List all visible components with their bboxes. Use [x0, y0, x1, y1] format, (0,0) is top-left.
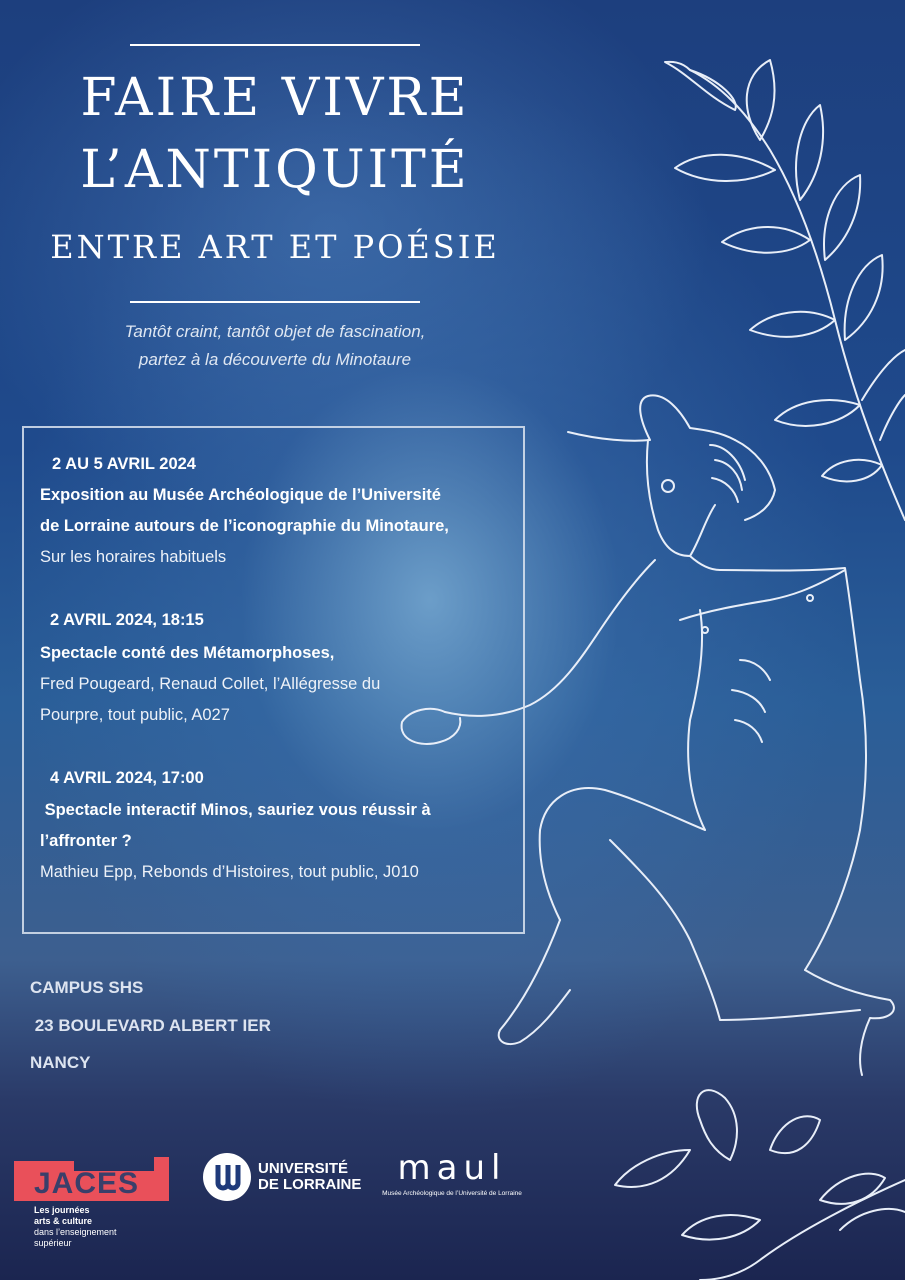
event-2-note-line2: Pourpre, tout public, A027: [40, 706, 230, 724]
jaces-tagline-4: supérieur: [34, 1238, 72, 1248]
event-2-date: 2 AVRIL 2024, 18:15: [50, 611, 204, 629]
laurel-branch-top-icon: [665, 60, 905, 520]
laurel-branch-bottom-icon: [615, 1090, 905, 1280]
jaces-block-top: [154, 1157, 169, 1171]
page-title-line1: FAIRE VIVRE: [80, 68, 470, 128]
address-city: NANCY: [30, 1053, 91, 1072]
event-3-details: [40, 795, 431, 888]
event-3-date: 4 AVRIL 2024, 17:00: [50, 769, 204, 787]
jaces-tagline: [34, 1205, 117, 1249]
event-3-title-line1: Spectacle interactif Minos, sauriez vous réussir à: [40, 801, 431, 819]
event-2-note-line1: Fred Pougeard, Renaud Collet, l’Allégresse du: [40, 675, 381, 693]
event-1-date: 2 AU 5 AVRIL 2024: [52, 455, 196, 473]
event-2-title: Spectacle conté des Métamorphoses,: [40, 644, 335, 662]
jaces-tagline-2: arts & culture: [34, 1216, 93, 1226]
ul-emblem-icon: [203, 1153, 251, 1201]
tagline-line1: Tantôt craint, tantôt objet de fascination,: [124, 322, 426, 341]
address-street: 23 BOULEVARD ALBERT IER: [30, 1016, 271, 1035]
event-1-details: [40, 480, 449, 573]
event-1: [52, 449, 196, 480]
jaces-logo: [14, 1157, 184, 1252]
page-subtitle: ENTRE ART ET POÉSIE: [50, 228, 500, 266]
jaces-tagline-1: Les journées: [34, 1205, 90, 1215]
event-3-title-line2: l’affronter ?: [40, 832, 132, 850]
top-divider: [130, 44, 420, 46]
ul-wordmark: [258, 1161, 361, 1193]
ul-line2: DE LORRAINE: [258, 1176, 362, 1193]
page-title-line2: L’ANTIQUITÉ: [80, 140, 470, 200]
tagline-line2: partez à la découverte du Minotaure: [138, 350, 412, 369]
event-2-details: [40, 638, 380, 731]
event-3-note: Mathieu Epp, Rebonds d’Histoires, tout public, J010: [40, 863, 419, 881]
event-1-note: Sur les horaires habituels: [40, 548, 227, 566]
event-1-title-line1: Exposition au Musée Archéologique de l’Université: [40, 486, 441, 504]
bottom-divider: [130, 301, 420, 303]
jaces-tagline-3: dans l’enseignement: [34, 1227, 117, 1237]
event-1-title-line2: de Lorraine autours de l’iconographie du Minotaure,: [40, 517, 449, 535]
jaces-wordmark: JACES: [34, 1167, 140, 1200]
tagline: [0, 318, 550, 374]
maul-wordmark: maul: [397, 1148, 507, 1188]
maul-subtitle: Musée Archéologique de l’Université de Lorraine: [382, 1190, 522, 1197]
address-campus: CAMPUS SHS: [30, 978, 144, 997]
event-3: [50, 763, 204, 794]
event-2: [50, 605, 204, 636]
maul-logo: [382, 1148, 522, 1197]
ul-line1: UNIVERSITÉ: [258, 1160, 349, 1177]
